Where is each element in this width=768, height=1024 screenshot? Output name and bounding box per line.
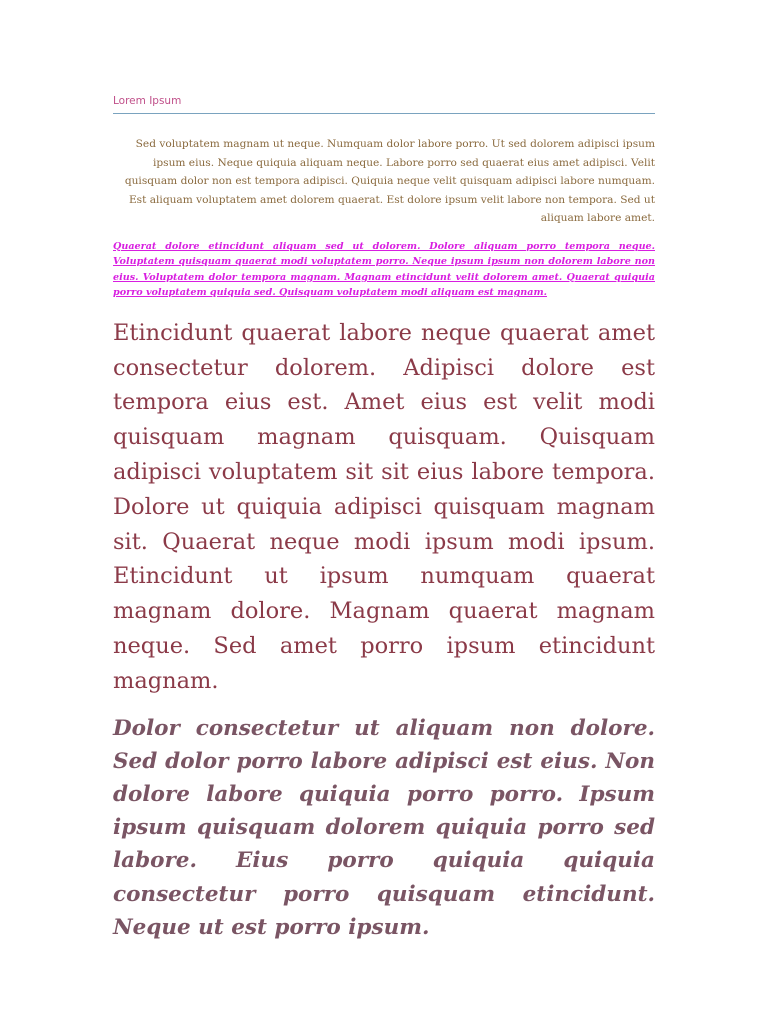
paragraph-large: Etincidunt quaerat labore neque quaerat amet consectetur dolorem. Adipisci dolore est tempora eius est. Amet eius est velit modi quisquam magnam quisquam. Quisquam adipisci voluptatem sit sit eius labore tempora. Dolore ut quiquia adipisci quisquam magnam sit. Quaerat neque modi ipsum modi ipsum. Etincidunt ut ipsum numquam quaerat magnam dolore. Magnam quaerat magnam neque. Sed amet porro ipsum etincidunt magnam. bbox=[113, 319, 655, 694]
page-header: Lorem Ipsum bbox=[113, 94, 655, 114]
paragraph-right-aligned: Sed voluptatem magnam ut neque. Numquam dolor labore porro. Ut sed dolorem adipisci ipsum ipsum eius. Neque quiquia aliquam neque. Labore porro sed quaerat eius amet adipisci. Velit quisquam dolor non est tempora adipisci. Quiquia neque velit quisquam adipisci labore numquam. Est aliquam voluptatem amet dolorem quaerat. Est dolore ipsum velit labore non tempora. Sed ut aliquam labore amet. bbox=[124, 138, 655, 224]
paragraph-underlined-italic: Quaerat dolore etincidunt aliquam sed ut dolorem. Dolore aliquam porro tempora neque. Voluptatem quisquam quaerat modi voluptatem porro. Neque ipsum ipsum non dolorem labore non eius. Voluptatem dolor tempora magnam. Magnam etincidunt velit dolorem amet. Quaerat quiquia porro voluptatem quiquia sed. Quisquam voluptatem modi aliquam est magnam. bbox=[113, 240, 655, 299]
document-page bbox=[113, 0, 655, 944]
paragraph-bold-italic: Dolor consectetur ut aliquam non dolore. Sed dolor porro labore adipisci est eius. Non dolore labore quiquia porro porro. Ipsum ipsum quisquam dolorem quiquia porro sed labore. Eius porro quiquia quiquia consectetur porro quisquam etincidunt. Neque ut est porro ipsum. bbox=[113, 715, 655, 940]
